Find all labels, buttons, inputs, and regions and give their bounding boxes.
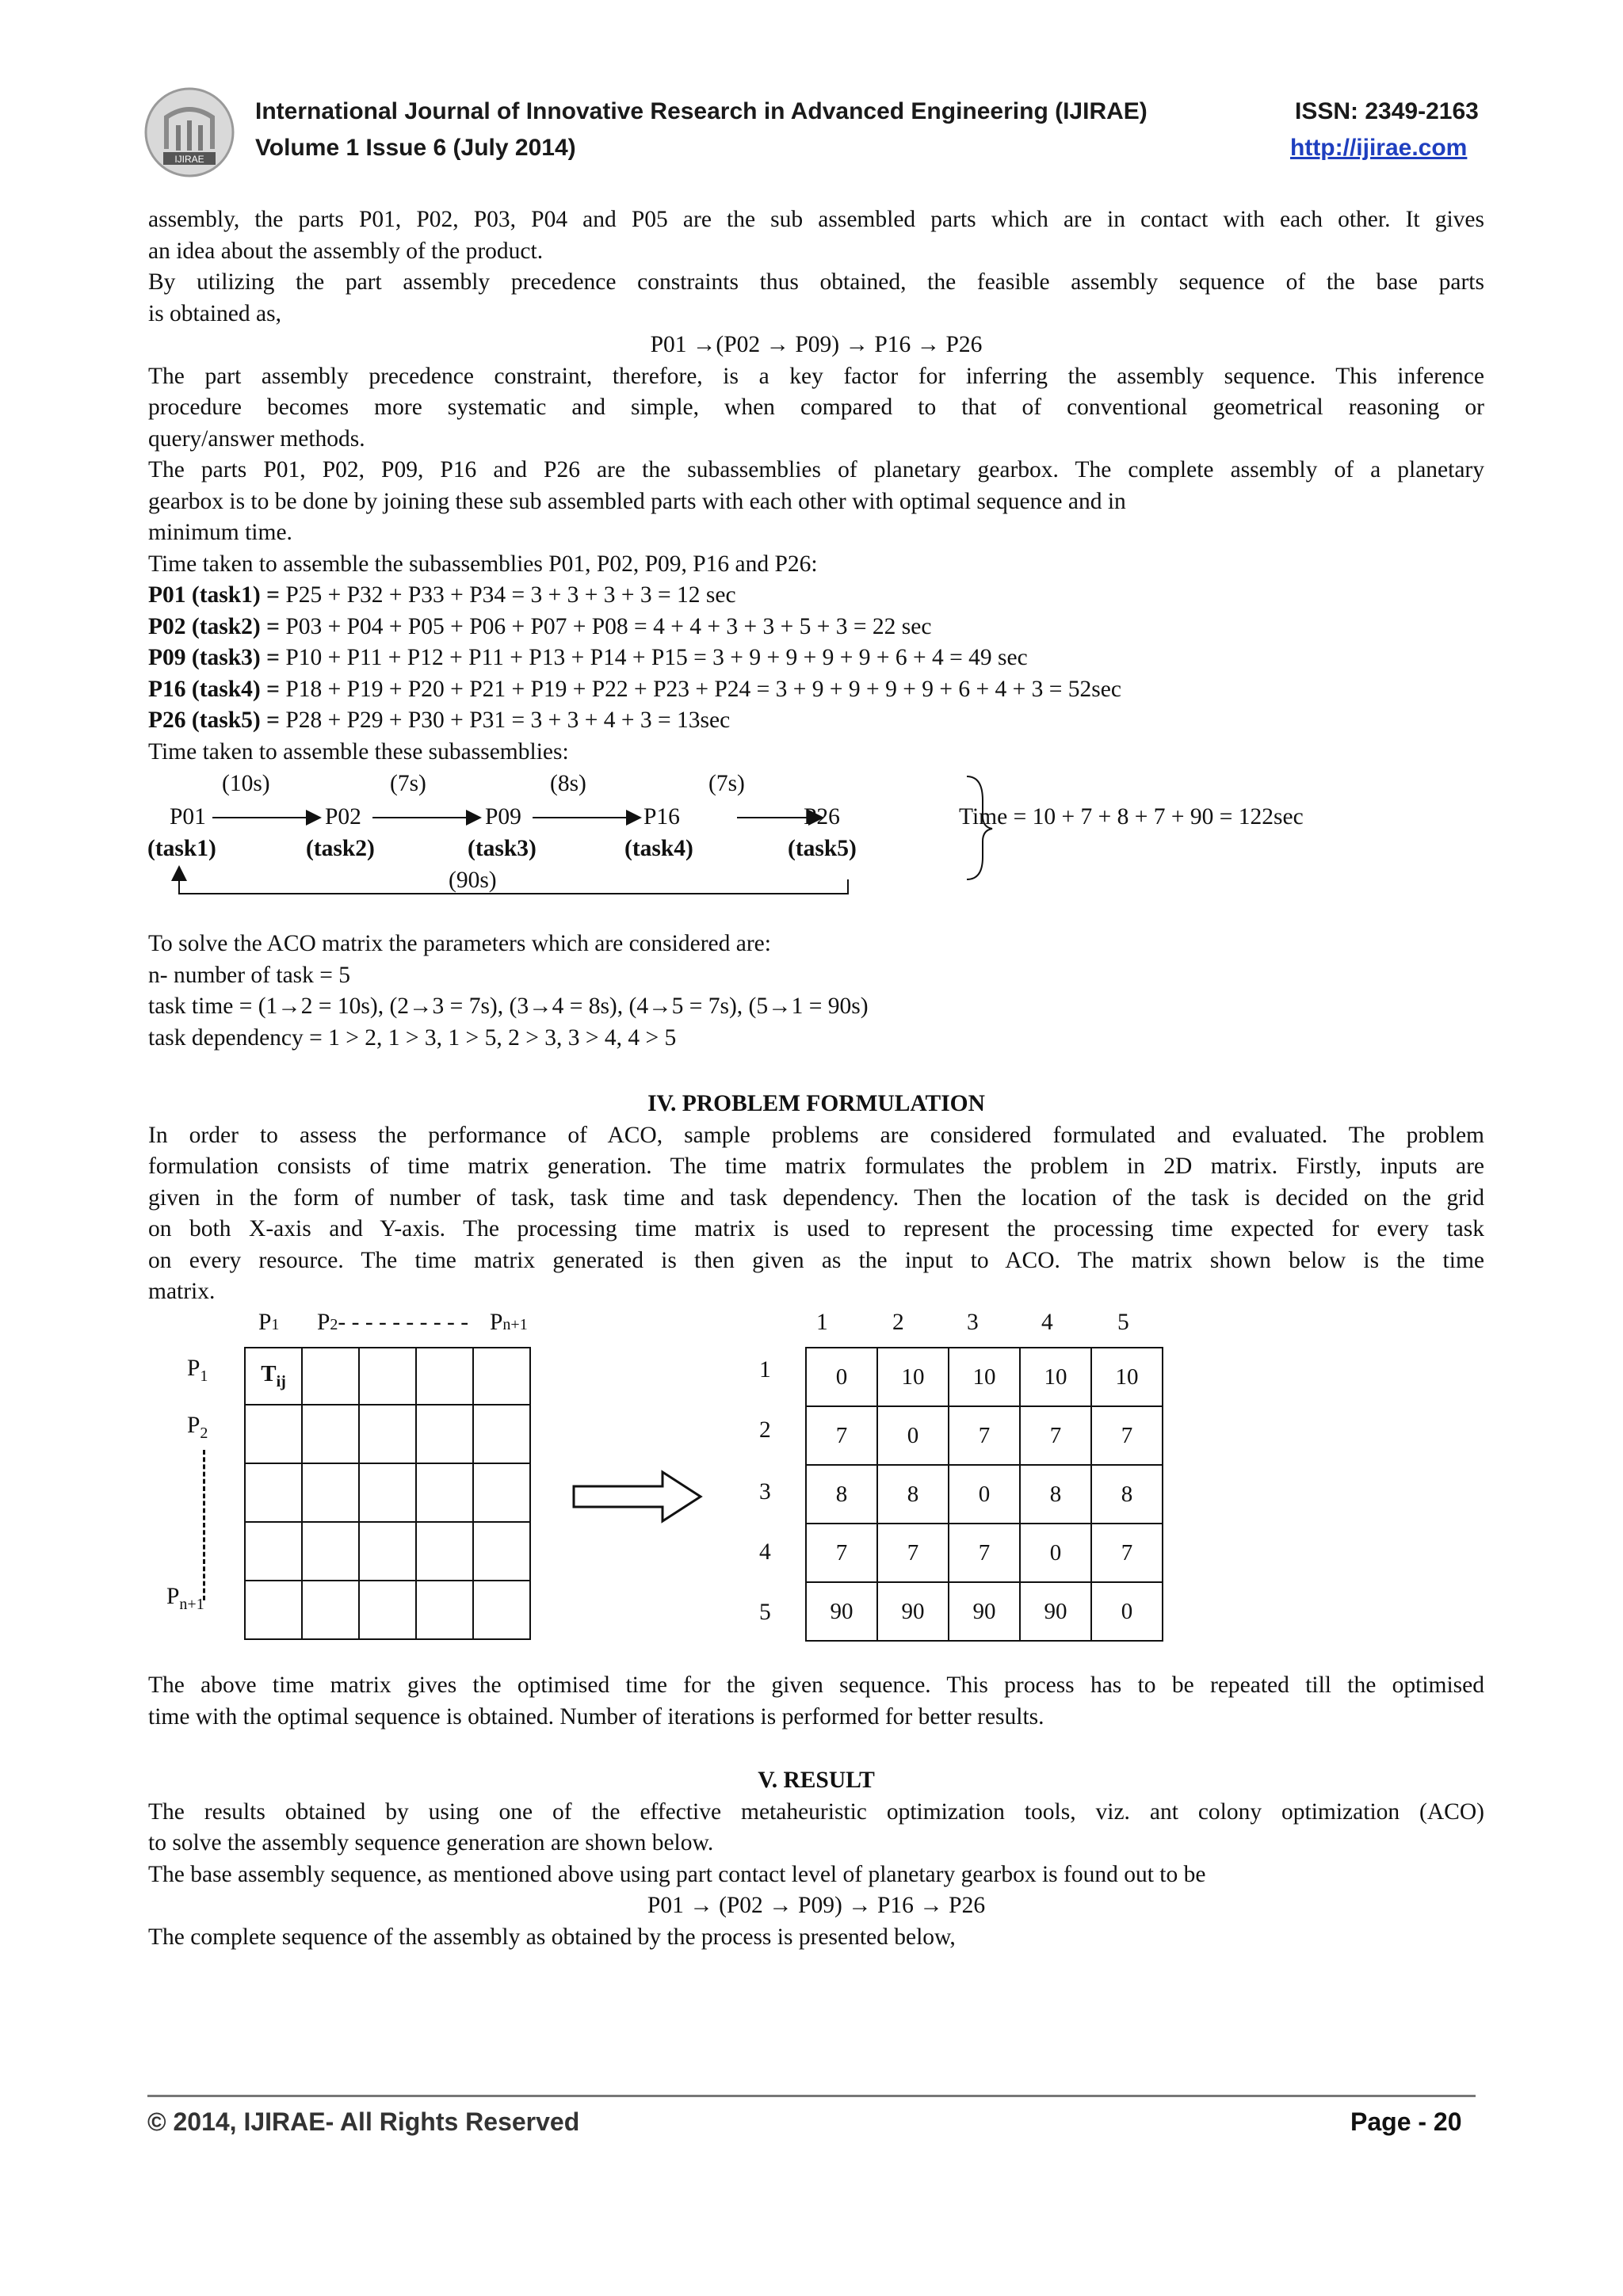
task-expr: P10 + P11 + P12 + P11 + P13 + P14 + P15 = 3 + 9 + 9 + 9 + 9 + 6 + 4 = 49 sec <box>279 645 1028 670</box>
section-4-line: formulation consists of time matrix generation. The time matrix formulates the problem in 2D matrix. Firstly, inputs are <box>148 1154 1484 1179</box>
section-5-line: The base assembly sequence, as mentioned above using part contact level of planetary gearbox is found out to be <box>148 1861 1206 1887</box>
matrix-cell: 8 <box>1091 1465 1163 1524</box>
task-flow-diagram <box>143 769 1490 903</box>
matrix-cell: 90 <box>1020 1582 1091 1641</box>
section-4 <box>148 1089 1484 1308</box>
return-arrow <box>179 867 848 894</box>
flow-task: (task3) <box>468 836 537 861</box>
matrix-cell: 7 <box>949 1524 1020 1582</box>
footer-copyright: © 2014, IJIRAE- All Rights Reserved <box>147 2107 580 2136</box>
para-1-line: assembly, the parts P01, P02, P03, P04 and P05 are the sub assembled parts which are in contact with each other. It gives <box>148 207 1484 232</box>
row-dashes <box>203 1450 205 1600</box>
section-5-line: to solve the assembly sequence generation are shown below. <box>148 1830 714 1855</box>
flow-node: P26 <box>804 804 840 830</box>
generic-row-header-p2: $P_2$ <box>187 1413 208 1442</box>
para-2-line: minimum time. <box>148 520 292 545</box>
section-4-line: In order to assess the performance of ACO, sample problems are considered formulated and evaluated. The problem <box>148 1122 1484 1148</box>
time-row-header: 1 <box>759 1357 771 1383</box>
flow-node: P01 <box>170 804 206 830</box>
transform-arrow-icon <box>571 1469 705 1524</box>
flow-time-label: (8s) <box>550 771 586 796</box>
flow-time-label: (7s) <box>390 771 426 796</box>
flow-time-label: (10s) <box>222 771 270 796</box>
matrix-cell: 0 <box>1020 1524 1091 1582</box>
time-col-header: 3 <box>967 1310 979 1335</box>
aco-line: n- number of task = 5 <box>148 962 351 988</box>
task-expr: P18 + P19 + P20 + P21 + P19 + P22 + P23 + P24 = 3 + 9 + 9 + 9 + 9 + 6 + 4 + 3 = 52sec <box>279 676 1121 702</box>
sequence-line: P01 →(P02 → P09) → P16 → P26 <box>650 332 983 357</box>
para-after-matrix <box>148 1670 1484 1733</box>
section-5-line: The results obtained by using one of the effective metaheuristic optimization tools, viz. ant colony optimization (ACO) <box>148 1798 1484 1825</box>
flow-time-label: (7s) <box>708 771 745 796</box>
footer-rule <box>147 2095 1476 2097</box>
matrix-cell: 7 <box>806 1524 877 1582</box>
matrix-cell: 7 <box>1020 1406 1091 1465</box>
time-row-header: 4 <box>759 1539 771 1565</box>
task-expr: P25 + P32 + P33 + P34 = 3 + 3 + 3 + 3 = 12 sec <box>279 582 736 608</box>
matrix-cell: 7 <box>1091 1524 1163 1582</box>
para-2-line: The parts P01, P02, P09, P16 and P26 are the subassemblies of planetary gearbox. The complete assembly of a planetary <box>148 457 1484 482</box>
time-taken-label: Time taken to assemble these subassemblies: <box>148 738 569 765</box>
time-row-header: 3 <box>759 1479 771 1505</box>
task-label: P16 (task4) = <box>148 676 280 702</box>
matrix-cell: 10 <box>1020 1348 1091 1406</box>
generic-matrix-figure <box>158 1307 555 1648</box>
matrix-cell: 90 <box>877 1582 949 1641</box>
generic-row-header-p1: $P_1$ <box>187 1356 208 1385</box>
matrix-cell: 0 <box>877 1406 949 1465</box>
generic-row-header-pn: $P_{n+1}$ <box>166 1584 204 1613</box>
task-line <box>148 580 1484 612</box>
table-row <box>806 1406 1163 1465</box>
para-1-line: an idea about the assembly of the product. <box>148 238 544 264</box>
matrix-cell: 90 <box>806 1582 877 1641</box>
volume-issue: Volume 1 Issue 6 (July 2014) <box>255 135 576 161</box>
table-row <box>806 1465 1163 1524</box>
task-label: P26 (task5) = <box>148 707 280 733</box>
page-number: Page - 20 <box>1350 2107 1462 2136</box>
generic-matrix-grid <box>244 1347 531 1640</box>
matrix-cell: 10 <box>1091 1348 1163 1406</box>
aco-parameters <box>148 929 1484 1054</box>
task-expr: P28 + P29 + P30 + P31 = 3 + 3 + 4 + 3 = 13sec <box>279 707 731 733</box>
generic-col-header-p1: P1 <box>258 1310 280 1335</box>
table-row <box>806 1348 1163 1406</box>
para-line: The above time matrix gives the optimised time for the given sequence. This process has to be repeated till the optimised <box>148 1672 1484 1698</box>
time-col-header: 2 <box>892 1310 904 1335</box>
result-sequence: P01 → (P02 → P09) → P16 → P26 <box>647 1893 986 1918</box>
matrix-cell: 0 <box>949 1465 1020 1524</box>
task-label: P09 (task3) = <box>148 645 280 670</box>
matrix-cell: 90 <box>949 1582 1020 1641</box>
journal-logo <box>143 86 236 179</box>
flow-return-time: (90s) <box>449 868 497 893</box>
task-line <box>148 643 1484 674</box>
task-line <box>148 674 1484 706</box>
para-1-line: is obtained as, <box>148 300 281 326</box>
para-2-line: The part assembly precedence constraint, therefore, is a key factor for inferring the assembly sequence. This inference <box>148 363 1484 389</box>
matrix-cell: 0 <box>806 1348 877 1406</box>
task-expr: P03 + P04 + P05 + P06 + P07 + P08 = 4 + 4 + 3 + 3 + 5 + 3 = 22 sec <box>279 613 932 639</box>
flow-task: (task1) <box>147 836 216 861</box>
aco-line: To solve the ACO matrix the parameters which are considered are: <box>148 931 771 956</box>
issn: ISSN: 2349-2163 <box>1295 98 1479 124</box>
time-row-header: 5 <box>759 1600 771 1625</box>
para-2-line: Time taken to assemble the subassemblies P01, P02, P09, P16 and P26: <box>148 551 818 577</box>
time-matrix-figure <box>745 1307 1189 1648</box>
flow-node: P16 <box>643 804 680 830</box>
time-matrix-grid <box>805 1347 1163 1642</box>
time-row-header: 2 <box>759 1417 771 1443</box>
generic-col-header-pn: Pn+1 <box>490 1310 528 1335</box>
time-col-header: 5 <box>1117 1310 1129 1335</box>
matrix-cell: 10 <box>877 1348 949 1406</box>
generic-cell-tij: $T_{ij}$ <box>245 1348 302 1405</box>
task-line <box>148 612 1484 643</box>
task-label: P02 (task2) = <box>148 613 280 639</box>
table-row <box>806 1582 1163 1641</box>
matrix-cell: 7 <box>949 1406 1020 1465</box>
matrix-cell: 8 <box>877 1465 949 1524</box>
generic-col-header-p2: P2- - - - - - - - - - <box>317 1310 469 1335</box>
para-2-line: query/answer methods. <box>148 425 365 452</box>
para-1-line: By utilizing the part assembly precedence constraints thus obtained, the feasible assembly sequence of the base parts <box>148 269 1484 295</box>
flow-total: Time = 10 + 7 + 8 + 7 + 90 = 122sec <box>959 804 1304 830</box>
matrix-cell: 7 <box>877 1524 949 1582</box>
para-2-line: procedure becomes more systematic and simple, when compared to that of conventional geometrical reasoning or <box>148 395 1484 420</box>
section-4-line: given in the form of number of task, task time and task dependency. Then the location of the task is decided on the grid <box>148 1184 1484 1211</box>
para-1 <box>148 204 1484 768</box>
flow-task: (task2) <box>306 836 375 861</box>
aco-line: task time = (1→2 = 10s), (2→3 = 7s), (3→4 = 8s), (4→5 = 7s), (5→1 = 90s) <box>148 994 869 1019</box>
flow-node: P02 <box>325 804 361 830</box>
section-4-title: IV. PROBLEM FORMULATION <box>647 1091 985 1116</box>
logo-text: IJIRAE <box>174 154 204 165</box>
section-4-line: matrix. <box>148 1279 216 1304</box>
matrix-cell: 7 <box>1091 1406 1163 1465</box>
matrix-cell: 10 <box>949 1348 1020 1406</box>
matrix-cell: 8 <box>1020 1465 1091 1524</box>
task-label: P01 (task1) = <box>148 582 280 608</box>
para-2-line: gearbox is to be done by joining these sub assembled parts with each other with optimal sequence and in <box>148 488 1126 514</box>
journal-title: International Journal of Innovative Research in Advanced Engineering (IJIRAE) <box>255 98 1148 124</box>
section-5-title: V. RESULT <box>758 1768 875 1793</box>
flow-node: P09 <box>485 804 521 830</box>
matrix-cell: 0 <box>1091 1582 1163 1641</box>
flow-task: (task4) <box>624 836 693 861</box>
matrix-cell: 7 <box>806 1406 877 1465</box>
time-col-header: 4 <box>1041 1310 1053 1335</box>
generic-col-dashes: - - - - - - - - - - <box>338 1310 469 1335</box>
table-row <box>806 1524 1163 1582</box>
matrix-cell: 8 <box>806 1465 877 1524</box>
section-4-line: on both X-axis and Y-axis. The processing time matrix is used to represent the processing time expected for every task <box>148 1216 1484 1241</box>
flow-task: (task5) <box>788 836 857 861</box>
section-5-line: The complete sequence of the assembly as obtained by the process is presented below, <box>148 1924 956 1950</box>
journal-url-link[interactable]: http://ijirae.com <box>1290 135 1468 161</box>
section-4-line: on every resource. The time matrix generated is then given as the input to ACO. The matrix shown below is the time <box>148 1247 1484 1273</box>
task-line <box>148 705 1484 737</box>
para-line: time with the optimal sequence is obtained. Number of iterations is performed for better results. <box>148 1703 1044 1730</box>
time-col-header: 1 <box>816 1310 828 1335</box>
aco-line: task dependency = 1 > 2, 1 > 3, 1 > 5, 2 > 3, 3 > 4, 4 > 5 <box>148 1024 677 1051</box>
section-5 <box>148 1765 1484 1953</box>
